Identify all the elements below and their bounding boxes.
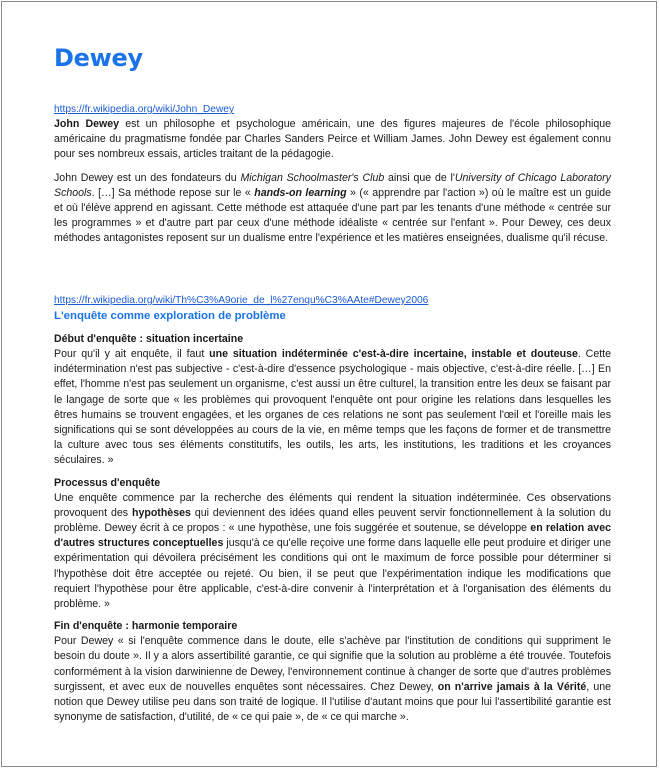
document-page — [1, 1, 657, 767]
subsection-heading-debut: Début d'enquête : situation incertaine — [54, 333, 244, 345]
processus-paragraph: Une enquête commence par la recherche des éléments qui rendent la situation indéterminée. Ces observations provoquent des hypothèses qui deviennent des idées quand elles peuvent servir fonctionnellement à la solution du problème. Dewey écrit à ce propos : « une hypothèse, une fois suggérée et soutenue, se développe en relation avec d'autres structures conceptuelles jusqu'à ce qu'elle reçoive une forme dans laquelle elle peut produire et diriger une expérimentation qui dévoilera précisément les conditions qui ont le maximum de force possible pour déterminer si l'hypothèse doit être acceptée ou rejeté. Ou bien, il se peut que l'expérimentation indique les modifications que requiert l'hypothèse pour être applicable, c'est-à-dire convenir à l'interprétation et à l'organisation des éléments du problème. » — [54, 491, 611, 611]
wikipedia-link-theorie-enquete[interactable]: https://fr.wikipedia.org/wiki/Th%C3%A9orie_de_l%27enqu%C3%AAte#Dewey2006 — [54, 295, 429, 306]
page-title: Dewey — [54, 44, 143, 72]
intro-paragraph: John Dewey est un philosophe et psychologue américain, une des figures majeures de l'école philosophique américaine du pragmatisme fondée par Charles Sanders Peirce et William James. John Dewey est également connu pour ses nombreux essais, articles traitant de la pédagogie. — [54, 118, 611, 161]
section-john-dewey — [54, 103, 611, 247]
section-enquete — [54, 294, 611, 725]
wikipedia-link-john-dewey[interactable]: https://fr.wikipedia.org/wiki/John_Dewey — [54, 104, 235, 115]
founders-paragraph: John Dewey est un des fondateurs du Michigan Schoolmaster's Club ainsi que de l'University of Chicago Laboratory Schools. […] Sa méthode repose sur le « hands-on learning » (« apprendre par l'action ») où le maître est un guide et où l'élève apprend en agissant. Cette méthode est attaquée d'une part par les tenants d'une méthode « centrée sur les programmes » et d'autre part par ceux d'une méthode idéaliste « centrée sur l'enfant ». Pour Dewey, ces deux méthodes antagonistes reposent sur un dualisme entre l'expérience et les matières enseignées, dualisme qu'il récuse. — [54, 171, 611, 245]
fin-paragraph: Pour Dewey « si l'enquête commence dans le doute, elle s'achève par l'institution de conditions qui suppriment le besoin du doute ». Il y a alors assertibilité garantie, ce qui signifie que la solution au problème a été trouvée. Toutefois conformément à la vision darwinienne de Dewey, l'environnement continue à changer de sorte que d'autres problèmes surgissent, et avec eux de nouvelles enquêtes sont nécessaires. Chez Dewey, on n'arrive jamais à la Vérité, une notion que Dewey utilise peu dans son traité de logique. Il l'utilise d'autant moins que pour lui l'assertibilité garantie est synonyme de satisfaction, d'utilité, de « ce qui paie », de « ce qui marche ». — [54, 635, 612, 724]
subsection-fin — [54, 619, 611, 725]
debut-paragraph: Pour qu'il y ait enquête, il faut une situation indéterminée c'est-à-dire incertaine, instable et douteuse. Cette indétermination n'est pas subjective - c'est-à-dire d'essence psychologique - mais objective, c'est-à-dire réelle. […] En effet, l'homme n'est pas seulement un organisme, c'est aussi un être culturel, la transition entre les deux se faisant par le langage de sorte que « les problèmes qui provoquent l'enquête ont pour origine les relations dans lesquelles les êtres humains se trouvent engagées, et les organes de ces relations ne sont pas seulement l'œil et l'oreille mais les significations qui se sont développées au cours de la vie, en même temps que les façons de former et de transmettre la culture avec tous ses éléments constitutifs, les outils, les arts, les institutions, les traditions et les croyances séculaires. » — [54, 348, 612, 467]
subsection-debut — [54, 332, 611, 469]
subsection-heading-processus: Processus d'enquête — [54, 476, 161, 489]
subsection-processus — [54, 476, 611, 613]
subsection-heading-fin: Fin d'enquête : harmonie temporaire — [54, 620, 238, 633]
section-title: L'enquête comme exploration de problème — [54, 310, 286, 322]
